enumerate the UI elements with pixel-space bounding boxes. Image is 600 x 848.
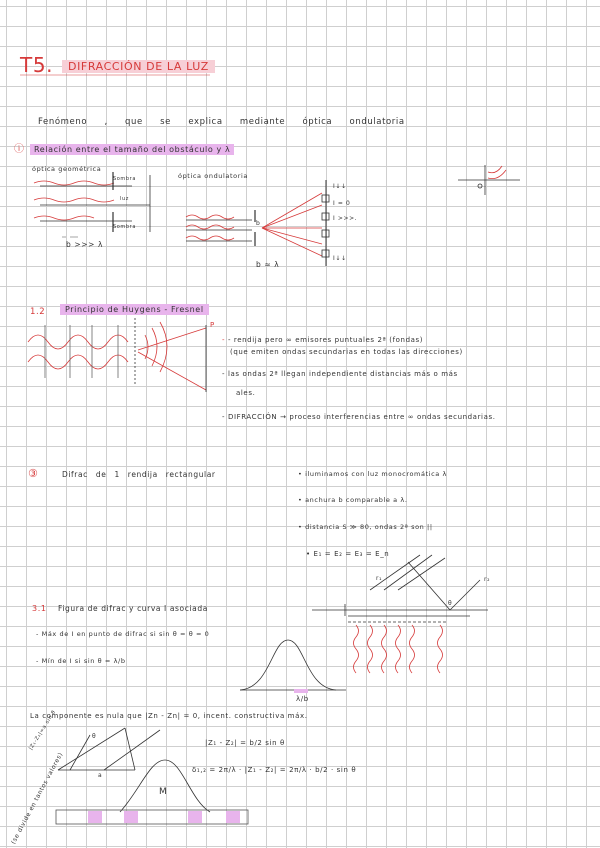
huygens-bullet-1b: (que emiten ondas secundarias en todas las direcciones)	[230, 348, 463, 356]
geom-optics-diagram	[34, 172, 150, 237]
component-sentence: La componente es nula que |Zn - Zn| = 0, incent. constructiva máx.	[30, 712, 308, 720]
equation-phase-difference: δ₁,₂ = 2π/λ · |Z₁ - Z₂| = 2π/λ · b/2 · sin θ	[192, 766, 357, 774]
wave-slit-b: b	[256, 220, 261, 227]
geom-condition: b >>> λ	[66, 240, 104, 249]
geom-tag-shadow-bottom: Sombra	[113, 224, 136, 230]
wave-optics-label: óptica ondulatoria	[178, 172, 248, 180]
triangle-theta: θ	[92, 733, 97, 740]
triangle-a: a	[98, 772, 103, 779]
fig-label-r2: r₂	[484, 576, 491, 583]
wave-tag-2: I = 0	[333, 200, 351, 207]
section12-title: Principio de Huygens - Fresnel	[60, 304, 209, 315]
huygens-bullet-1: - - rendija pero ∞ emisores puntuales 2ª (fondas)	[222, 336, 424, 344]
side-note: (se divide en tantos valores)	[10, 751, 65, 846]
slit-bullet-3: • distancia S ≫ 80, ondas 2ª son ||	[298, 523, 433, 531]
point-p: P	[210, 321, 215, 329]
slit-bullet-2: • anchura b comparable a λ.	[298, 496, 408, 504]
wave-tag-1: I↓↓	[333, 183, 347, 190]
intro-sentence: Fenómeno , que se explica mediante óptica ondulatoria	[38, 117, 405, 127]
huygens-bullet-2b: ales.	[236, 389, 256, 397]
peak-m: M	[159, 787, 168, 797]
bottom-diagram	[56, 728, 248, 824]
slit-bullet-1: • iluminamos con luz monocromática λ	[298, 470, 447, 478]
wave-tag-4: I↓↓	[333, 255, 347, 262]
huygens-bullet-3: - DIFRACCIÓN → proceso interferencias entre ∞ ondas secundarias.	[222, 413, 496, 421]
intensity-curve	[240, 640, 346, 693]
huygens-diagram	[28, 318, 206, 392]
wave-tag-3: I >>>.	[333, 215, 358, 222]
wave-optics-diagram	[186, 180, 329, 266]
slit-rays-diagram	[312, 555, 491, 673]
corner-sketch	[458, 165, 520, 195]
section3-title: Difrac de 1 rendija rectangular	[62, 470, 216, 479]
section1-title: Relación entre el tamaño del obstáculo y λ	[30, 144, 234, 155]
section12-number: 1.2	[30, 307, 46, 317]
wave-condition: b ≈ λ	[256, 260, 280, 269]
fig-label-r1: r₁	[376, 575, 383, 582]
geom-tag-light: luz	[120, 196, 129, 202]
equation-path-difference: |Z₁ - Z₂| = b/2 sin θ	[205, 739, 285, 747]
min-condition: - Mín de I si sin θ = λ/b	[36, 657, 126, 665]
triangle-label: |Z₁-Z₂|=a sin θ	[28, 709, 58, 752]
geom-tag-shadow-top: Sombra	[113, 176, 136, 182]
section3-number: ③	[28, 467, 39, 480]
geom-optics-label: óptica geométrica	[32, 165, 102, 173]
page-title: DIFRACCIÓN DE LA LUZ	[62, 60, 215, 73]
section31-number: 3.1	[32, 604, 47, 613]
section31-title: Figura de difrac y curva I asociada	[58, 604, 208, 613]
title-number: T5.	[20, 53, 54, 77]
slit-bullet-4: • E₁ = E₂ = E₃ = E_n	[306, 550, 390, 558]
section1-number: ⓘ	[14, 144, 25, 155]
huygens-bullet-2: - las ondas 2ª llegan independiente distancias más o más	[222, 370, 458, 378]
max-condition: - Máx de I en punto de difrac si sin θ = θ = 0	[36, 630, 210, 638]
fig-label-theta: θ	[448, 600, 453, 607]
curve-axis-label: λ/b	[296, 695, 309, 703]
